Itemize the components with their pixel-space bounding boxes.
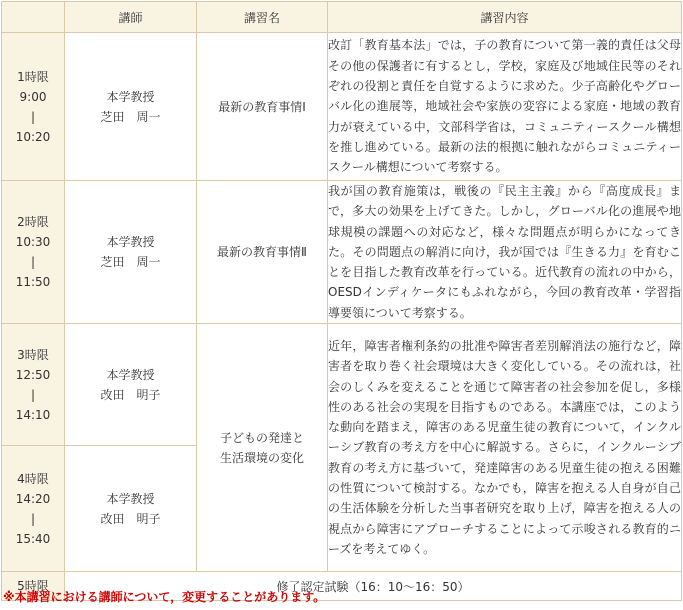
period-cell: [2, 33, 65, 181]
header-course: 講習名: [197, 2, 328, 33]
table-row: [2, 324, 682, 446]
lecturer-name: 改田 明子: [100, 387, 161, 402]
period-label: 2時限: [17, 215, 49, 230]
time-separator: |: [30, 511, 36, 526]
header-period: [2, 2, 65, 33]
course-cell: [197, 33, 328, 181]
course-name: 最新の教育事情Ⅱ: [217, 245, 307, 260]
lecturer-title: 本学教授: [106, 491, 155, 506]
lecturer-cell: [65, 33, 197, 181]
time-separator: |: [30, 387, 36, 402]
start-time: 12:50: [15, 367, 51, 382]
period-label: 1時限: [17, 69, 49, 84]
period-cell: [2, 324, 65, 446]
period-label: 4時限: [17, 471, 49, 486]
lecturer-cell: [65, 181, 197, 324]
lecturer-cell: [65, 446, 197, 572]
lecturer-title: 本学教授: [106, 235, 155, 250]
course-cell: [197, 324, 328, 572]
lecturer-change-notice: ※本講習における講師について，変更することがあります。: [3, 590, 326, 604]
schedule-table: [1, 1, 682, 601]
period-label: 3時限: [17, 347, 49, 362]
end-time: 14:10: [15, 407, 51, 422]
content-cell: 近年，障害者権利条約の批准や障害者差別解消法の施行など，障害者を取り巻く社会環境は大きく変化している。その流れは，社会のしくみを変えることを通じて障害者の社会参加を促し，多様性のある社会の実現を目指すものである。本講座では，このような動向を踏まえ，障害のある児童生徒の教育について，インクルーシブ教育の考え方を中心に解説する。さらに，インクルーシブ教育の考え方に基づいて，発達障害のある児童生徒の抱える困難の性質について検討する。なかでも，障害を抱える人自身が自己の生活体験を分析した当事者研究を取り上げ，障害を抱える人の視点から障害にアプローチすることによって示唆される教育的ニーズを考えてゆく。: [328, 324, 682, 572]
table-row: [2, 181, 682, 324]
end-time: 15:40: [15, 531, 51, 546]
period-cell: [2, 181, 65, 324]
exam-description: 修了認定試験（16：10～16：50）: [65, 572, 682, 601]
course-cell: [197, 181, 328, 324]
lecturer-name: 芝田 周一: [100, 255, 161, 270]
exam-period-cell: 5時限: [2, 572, 65, 601]
header-lecturer: 講師: [65, 2, 197, 33]
course-name-line: 生活環境の変化: [219, 450, 304, 465]
start-time: 9:00: [19, 89, 47, 104]
lecturer-title: 本学教授: [106, 89, 155, 104]
table-row: [2, 33, 682, 181]
lecturer-title: 本学教授: [106, 367, 155, 382]
start-time: 14:20: [15, 491, 51, 506]
lecturer-name: 芝田 周一: [100, 109, 161, 124]
end-time: 10:20: [15, 129, 51, 144]
content-cell: 改訂「教育基本法」では，子の教育について第一義的責任は父母その他の保護者に有するとし，学校，家庭及び地域住民等のそれぞれの役割と責任を自覚するように求めた。少子高齢化やグローバル化の進展等，地域社会や家族の変容による家庭・地域の教育力が衰えている中，文部科学省は，コミュニティースクール構想を推し進めている。最新の法的根拠に触れながらコミュニティースクール構想について考察する。: [328, 33, 682, 181]
time-separator: |: [30, 109, 36, 124]
period-cell: [2, 446, 65, 572]
header-row: [2, 2, 682, 33]
course-name: 最新の教育事情Ⅰ: [218, 99, 306, 114]
end-time: 11:50: [15, 275, 51, 290]
course-name-line: 子どもの発達と: [219, 430, 304, 445]
lecturer-cell: [65, 324, 197, 446]
lecturer-name: 改田 明子: [100, 511, 161, 526]
content-cell: 我が国の教育施策は，戦後の『民主主義』から『高度成長』まで，多大の効果を上げてきた。しかし，グローバル化の進展や地球規模の課題への対応など，様々な問題点が明らかになってきた。その問題点の解消に向け，我が国では『生きる力』を育むことを目指した教育改革を行っている。近代教育の流れの中から，OESDインディケータにもふれながら，今回の教育改革・学習指導要領について考察する。: [328, 181, 682, 324]
header-content: 講習内容: [328, 2, 682, 33]
start-time: 10:30: [15, 235, 51, 250]
time-separator: |: [30, 255, 36, 270]
